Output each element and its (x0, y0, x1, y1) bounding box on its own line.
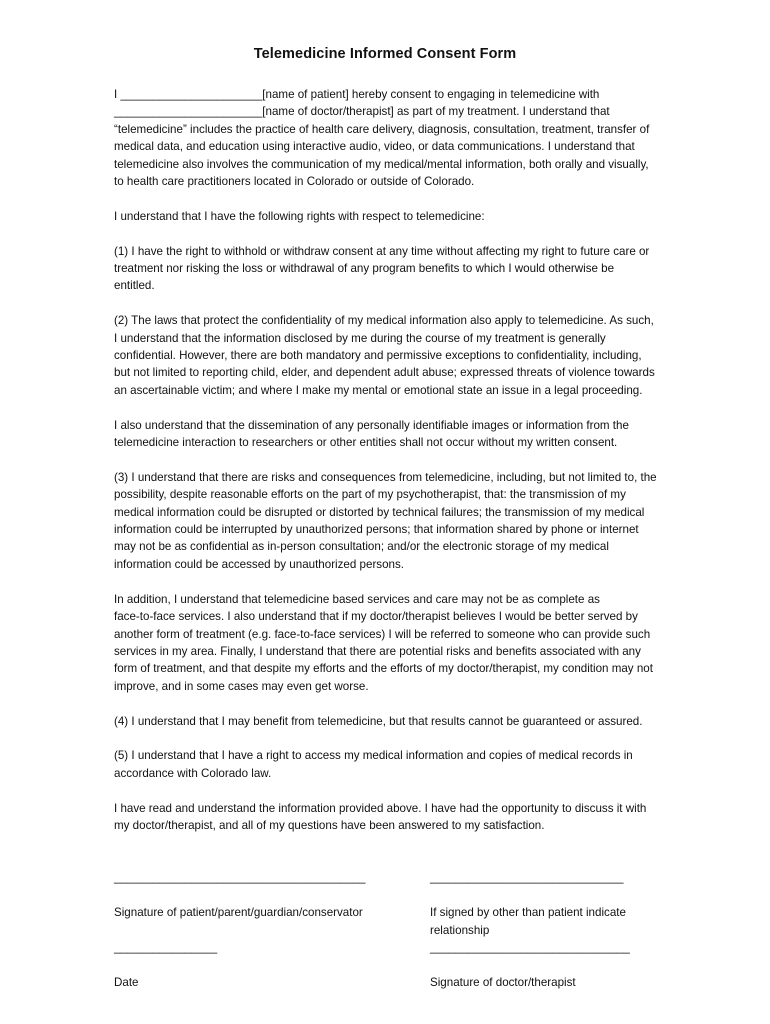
document-body (114, 86, 714, 852)
relationship-label: If signed by other than patient indicate relationship (430, 906, 626, 937)
date-label: Date (114, 976, 139, 990)
relationship-line[interactable]: ______________________________ (430, 871, 624, 885)
document-title: Telemedicine Informed Consent Form (253, 46, 517, 62)
paragraph-right-5: (5) I understand that I have a right to access my medical information and copies of medical records in accordance with Colorado law. (114, 749, 633, 780)
date-block (114, 922, 314, 1009)
patient-signature-label: Signature of patient/parent/guardian/conservator (114, 906, 363, 920)
patient-signature-line[interactable]: _______________________________________ (114, 871, 366, 885)
paragraph-right-4: (4) I understand that I may benefit from telemedicine, but that results cannot be guaranteed or assured. (114, 714, 643, 728)
paragraph-dissemination: I also understand that the dissemination of any personally identifiable images or information from the telemedicine interaction to researchers or other entities shall not occur without my written consent. (114, 418, 629, 450)
paragraph-additional: In addition, I understand that telemedicine based services and care may not be as complete as face-to-face services. I also understand that if my doctor/therapist believes I would be better served by another form of treatment (e.g. face-to-face services) I will be referred to someone who can provide such services in my area. Finally, I understand that there are potential risks and benefits associated with any form of treatment, and that despite my efforts and the efforts of my doctor/therapist, my condition may not improve, and in some cases may even get worse. (114, 592, 653, 693)
doctor-signature-line[interactable]: _______________________________ (430, 941, 630, 955)
date-line[interactable]: ________________ (114, 941, 218, 955)
paragraph-rights-intro: I understand that I have the following rights with respect to telemedicine: (114, 209, 485, 223)
paragraph-right-3: (3) I understand that there are risks and consequences from telemedicine, including, but not limited to, the possibility, despite reasonable efforts on the part of my psychotherapist, that: the transmission of my medical information could be disrupted or distorted by technical failures; the transmission of my medical information could be interrupted by unauthorized persons; that information shared by phone or internet may not be as confidential as in-person consultation; and/or the electronic storage of my medical information could be accessed by unauthorized persons. (114, 470, 657, 571)
paragraph-right-1: (1) I have the right to withhold or withdraw consent at any time without affecting my right to future care or treatment nor risking the loss or withdrawal of any program benefits to which I would otherwise be entitled. (114, 244, 650, 293)
paragraph-right-2: (2) The laws that protect the confidentiality of my medical information also apply to telemedicine. As such, I understand that the information disclosed by me during the course of my treatment is generally confidential. However, there are both mandatory and permissive exceptions to confidentiality, including, but not limited to reporting child, elder, and dependent adult abuse; expressed threats of violence towards an ascertainable victim; and where I make my mental or emotional state an issue in a legal proceeding. (114, 314, 655, 397)
paragraph-consent-intro: I ______________________[name of patient] hereby consent to engaging in telemedicine with _______________________[name of doctor/therapist] as part of my treatment. I understand that “telemedicine” includes the practice of health care delivery, diagnosis, consultation, treatment, transfer of medical data, and education using interactive audio, video, or data communications. I understand that telemedicine also involves the communication of my medical/mental information, both orally and visually, to health care practitioners located in Colorado or outside of Colorado. (114, 88, 650, 189)
doctor-signature-block (430, 922, 690, 1009)
paragraph-acknowledgement: I have read and understand the information provided above. I have had the opportunity to discuss it with my doctor/therapist, and all of my questions have been answered to my satisfaction. (114, 801, 647, 832)
doctor-signature-label: Signature of doctor/therapist (430, 976, 576, 990)
